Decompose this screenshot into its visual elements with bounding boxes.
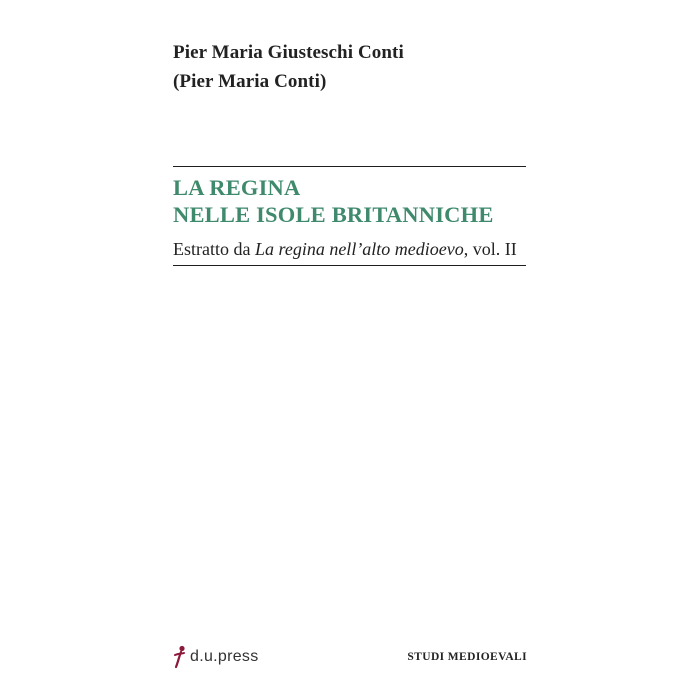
book-title (173, 174, 533, 228)
title-rule-top (173, 166, 526, 167)
book-subtitle (173, 238, 533, 260)
publisher-logo-text: d.u.press (190, 648, 259, 665)
subtitle-suffix: , vol. II (463, 239, 517, 259)
publisher-logo (172, 645, 259, 669)
title-rule-bottom (173, 265, 526, 266)
publisher-logo-icon (172, 645, 188, 669)
subtitle-source-title: La regina nell’alto medioevo (254, 239, 464, 259)
author-alias: (Pier Maria Conti) (173, 71, 327, 92)
series-name: STUDI MEDIOEVALI (407, 651, 527, 663)
title-line-1: LA REGINA (173, 175, 301, 200)
title-line-2: NELLE ISOLE BRITANNICHE (173, 202, 494, 227)
author-name: Pier Maria Giusteschi Conti (173, 42, 404, 63)
subtitle-prefix: Estratto da (173, 239, 255, 259)
author-block (173, 38, 533, 96)
